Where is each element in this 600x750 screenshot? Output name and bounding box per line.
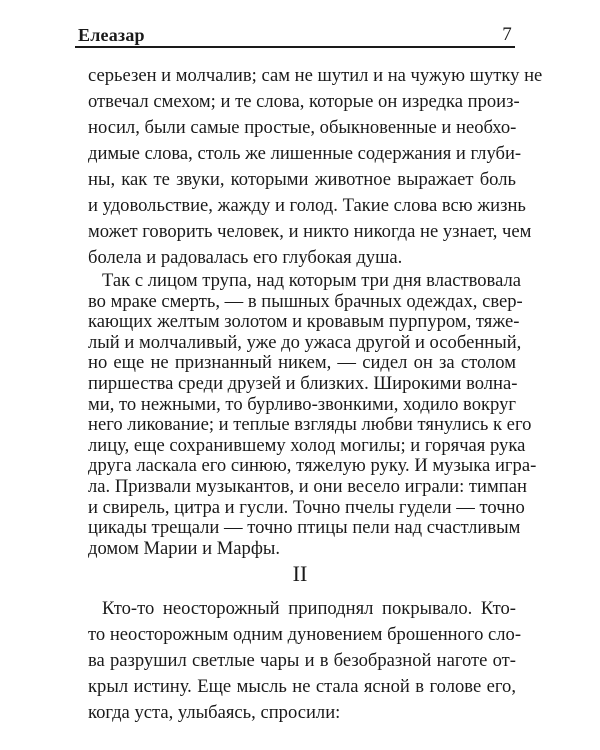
text-line: и удовольствие, жажду и голод. Такие слова всю жизнь (88, 195, 526, 216)
running-header (78, 22, 512, 46)
text-line: домом Марии и Марфы. (88, 537, 281, 559)
text-line: Кто-то неосторожный приподнял покрывало. Кто- (102, 598, 516, 619)
text-line: и свирель, цитра и гусли. Точно пчелы гудели — точно (88, 496, 525, 518)
text-line: лицу, еще сохранившему холод могилы; и горячая рука (88, 434, 526, 456)
text-line: может говорить человек, и никто никогда не узнает, чем (88, 221, 532, 242)
text-line: носил, были самые простые, обыкновенные и необхо- (88, 117, 517, 138)
text-line: ми, то нежными, то бурливо-звонкими, ходило вокруг (88, 393, 516, 415)
text-line: кающих желтым золотом и кровавым пурпуром, тяже- (88, 311, 520, 333)
text-line: него ликование; и теплые взгляды любви тянулись к его (88, 414, 532, 436)
text-line: серьезен и молчалив; сам не шутил и на чужую шутку не (88, 65, 543, 86)
text-line: ва разрушил светлые чары и в безобразной наготе от- (88, 650, 516, 671)
page-number: 7 (502, 24, 512, 45)
text-line: друга ласкала его синюю, тяжелую руку. И музыка игра- (88, 455, 537, 477)
text-line: Так с лицом трупа, над которым три дня властвовала (102, 270, 522, 291)
section-number: II (292, 561, 308, 586)
header-rule (75, 46, 515, 48)
text-line: ла. Призвали музыкантов, и они весело играли: тимпан (88, 476, 527, 497)
text-line: во мраке смерть, — в пышных брачных одеждах, свер- (88, 290, 523, 312)
text-line: лый и молчаливый, уже до ужаса другой и особенный, (88, 331, 522, 353)
text-line: ны, как те звуки, которыми животное выражает боль (88, 169, 516, 190)
running-title: Елеазар (78, 25, 145, 45)
text-line: димые слова, столь же лишенные содержания и глуби- (88, 143, 522, 164)
text-line: пиршества среди друзей и близких. Широкими волна- (88, 373, 518, 394)
text-line: крыл истину. Еще мысль не стала ясной в голове его, (88, 676, 516, 697)
text-line: то неосторожным одним дуновением брошенного сло- (88, 624, 522, 645)
text-line: отвечал смехом; и те слова, которые он изредка произ- (88, 91, 520, 112)
text-line: болела и радовалась его глубокая душа. (88, 247, 403, 268)
text-line: но еще не признанный никем, — сидел он за столом (88, 352, 516, 374)
text-line: цикады трещали — точно птицы пели над счастливым (88, 517, 521, 539)
text-line: когда уста, улыбаясь, спросили: (88, 702, 341, 723)
